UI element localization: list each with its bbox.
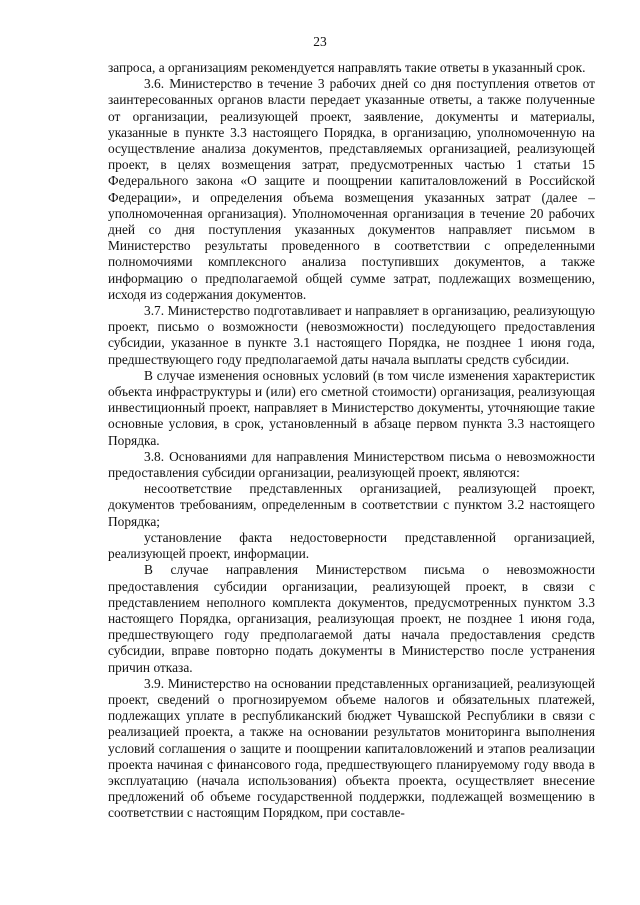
paragraph-3-7: 3.7. Министерство подготавливает и направляет в организацию, реализующую проект, письмо о возможности (невозможности) последующего предоставления субсидии, указанное в пункте 3.1 настоящего Порядка, не позднее 1 июня года, предшествующего году предполагаемой даты начала выплаты средств субсидии. bbox=[108, 303, 595, 367]
paragraph-3-9: 3.9. Министерство на основании представленных организацией, реализующей проект, сведений о прогнозируемом объеме налогов и обязательных платежей, подлежащих уплате в республиканский бюджет Чувашской Республики в связи с реализацией проекта, а также на основании результатов мониторинга выполнения условий соглашения о защите и поощрении капиталовложений и этапов реализации проекта начиная с финансового года, предшествующего планируемому году ввода в эксплуатацию (начала использования) объекта проекта, осуществляет внесение предложений об объеме государственной поддержки, подлежащей возмещению в соответствии с настоящим Порядком, при составле- bbox=[108, 675, 595, 821]
page-number: 23 bbox=[313, 34, 327, 49]
paragraph-resubmission: В случае направления Министерством письма о невозможности предоставления субсидии организации, реализующей проект, в связи с представлением неполного комплекта документов, предусмотренных пунктом 3.3 настоящего Порядка, организация, реализующая проект, не позднее 1 июня года, предшествующего году предполагаемой даты начала предоставления средств субсидии, вправе повторно подать документы в Министерство после устранения причин отказа. bbox=[108, 562, 595, 675]
paragraph-ground-inaccuracy: установление факта недостоверности представленной организацией, реализующей проект, информации. bbox=[108, 529, 595, 562]
paragraph-3-6: 3.6. Министерство в течение 3 рабочих дней со дня поступления ответов от заинтересованных органов власти передает указанные ответы, а также полученные от организации, реализующей проект, заявление, документы и материалы, указанные в пункте 3.3 настоящего Порядка, в организацию, уполномоченную на осуществление анализа документов, представляемых организацией, реализующей проект, в целях возмещения затрат, предусмотренных частью 1 статьи 15 Федерального закона «О защите и поощрении капиталовложений в Российской Федерации», и определения объема возмещения указанных затрат (далее – уполномоченная организация). Уполномоченная организация в течение 20 рабочих дней со дня поступления указанных документов направляет письмом в Министерство результаты проведенного в соответствии с определенными полномочиями комплексного анализа поступивших документов, а также информацию о предполагаемой общей сумме затрат, подлежащих возмещению, исходя из содержания документов. bbox=[108, 76, 595, 302]
paragraph-continuation: запроса, а организациям рекомендуется направлять такие ответы в указанный срок. bbox=[108, 60, 586, 75]
paragraph-3-8: 3.8. Основаниями для направления Министерством письма о невозможности предоставления субсидии организации, реализующей проект, являются: bbox=[108, 448, 595, 481]
paragraph-change-conditions: В случае изменения основных условий (в том числе изменения характеристик объекта инфраструктуры и (или) его сметной стоимости) организация, реализующая инвестиционный проект, направляет в Министерство документы, уточняющие такие основные условия, в срок, установленный в абзаце первом пункта 3.3 настоящего Порядка. bbox=[108, 367, 595, 448]
document-body bbox=[108, 60, 595, 822]
paragraph-ground-nonconformity: несоответствие представленных организацией, реализующей проект, документов требованиям, определенным в соответствии с пунктом 3.2 настоящего Порядка; bbox=[108, 481, 595, 529]
